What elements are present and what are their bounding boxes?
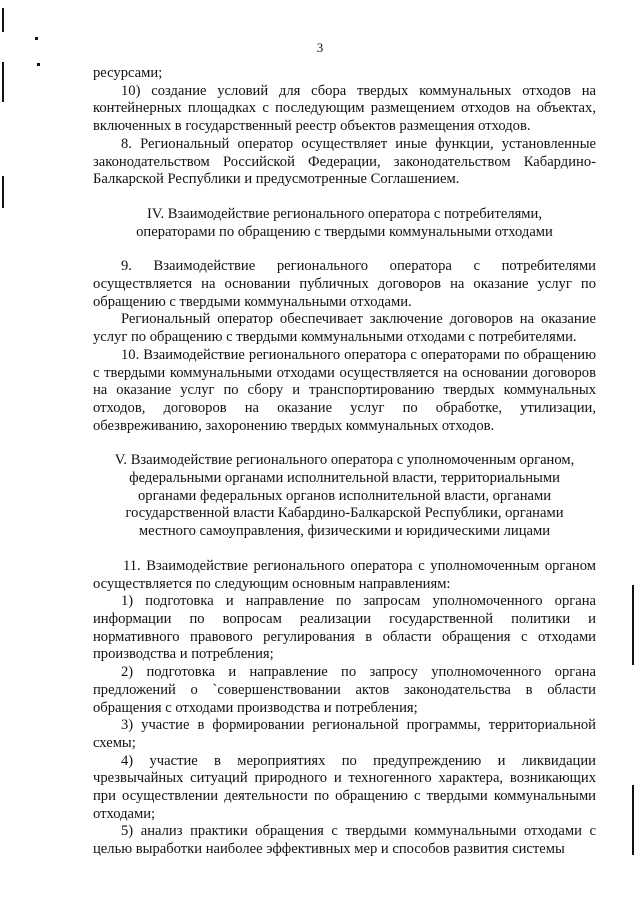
heading-line: операторами по обращению с твердыми коммунальными отходами [136, 223, 553, 240]
list-item: 1) подготовка и направление по запросам уполномоченного органа информации по вопросам реализации государственной политики и нормативного правового регулирования в области обращения с отходами производства и потребления; [93, 593, 596, 663]
heading-line: местного самоуправления, физическими и юридическими лицами [138, 523, 551, 540]
section-heading-4 [93, 206, 596, 241]
scan-mark-right-1 [632, 585, 634, 665]
paragraph: Региональный оператор обеспечивает заключение договоров на оказание услуг по обращению с твердыми коммунальными отходами с потребителями. [93, 311, 596, 346]
document-body [93, 65, 596, 859]
scan-mark-left-low [2, 176, 4, 208]
paragraph: 9. Взаимодействие регионального оператора с потребителями осуществляется на основании публичных договоров на оказание услуг по обращению с твердыми коммунальными отходами. [93, 258, 596, 310]
scan-mark-dot-2 [37, 63, 40, 66]
page-number: 3 [316, 40, 324, 55]
heading-line: V. Взаимодействие регионального оператора с уполномоченным органом, [114, 452, 575, 469]
heading-line: федеральными органами исполнительной власти, территориальными [129, 470, 560, 487]
list-item: 2) подготовка и направление по запросу уполномоченного органа предложений о `совершенствовании актов законодательства в области обращения с отходами производства и потребления; [93, 664, 596, 716]
heading-line: IV. Взаимодействие регионального оператора с потребителями, [146, 205, 543, 222]
section-heading-5 [93, 452, 596, 541]
list-item: 4) участие в мероприятиях по предупреждению и ликвидации чрезвычайных ситуаций природного и техногенного характера, возникающих при осуществлении деятельности по обращению с твердыми коммунальными отходами; [93, 752, 596, 822]
heading-line: государственной власти Кабардино-Балкарской Республики, органами [125, 505, 564, 522]
paragraph: 10) создание условий для сбора твердых коммунальных отходов на контейнерных площадках с последующим размещением отходов на объектах, включенных в государственный реестр объектов размещения отходов. [93, 82, 596, 135]
scan-mark-left-top [2, 8, 4, 32]
scan-mark-left-mid [2, 62, 4, 102]
paragraph: ресурсами; [93, 65, 163, 81]
paragraph: 11. Взаимодействие регионального оператора с уполномоченным органом осуществляется по следующим основным направлениям: [93, 557, 596, 592]
scan-mark-right-2 [632, 785, 634, 855]
list-item: 5) анализ практики обращения с твердыми коммунальными отходами с целью выработки наиболее эффективных мер и способов развития системы [93, 823, 596, 858]
paragraph: 8. Региональный оператор осуществляет иные функции, установленные законодательством Российской Федерации, законодательством Кабардино-Балкарской Республики и предусмотренные Соглашением. [93, 135, 596, 188]
heading-line: органами федеральных органов исполнительной власти, органами [137, 487, 552, 504]
paragraph: 10. Взаимодействие регионального оператора с операторами по обращению с твердыми коммунальными отходами осуществляется на основании договоров на оказание услуг по сбору и транспортированию твердых коммунальных отходов, договоров на оказание услуг по обработке, утилизации, обезвреживанию, захоронению твердых коммунальных отходов. [93, 346, 596, 434]
list-item: 3) участие в формировании региональной программы, территориальной схемы; [93, 717, 596, 751]
